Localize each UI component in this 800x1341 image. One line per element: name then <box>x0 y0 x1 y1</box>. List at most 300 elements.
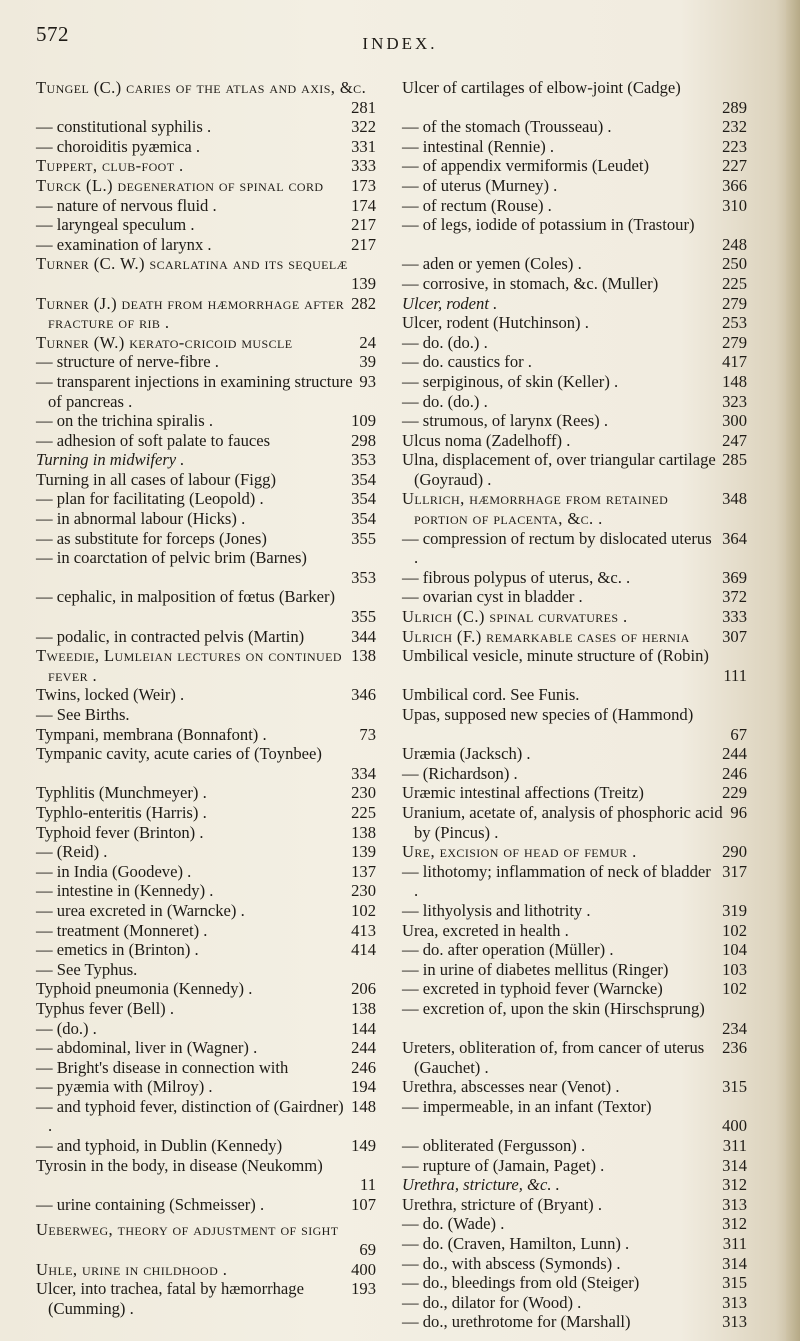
index-entry-page: 279 <box>722 293 747 313</box>
index-entry <box>402 960 747 980</box>
index-entry <box>36 685 376 705</box>
index-entry-text: — in coarctation of pelvic brim (Barnes) <box>36 548 307 568</box>
index-entry-page: 138 <box>351 998 376 1018</box>
index-entry-text: Ulrich (C.) spinal curvatures . <box>402 607 628 627</box>
index-entry-page: 319 <box>722 900 747 920</box>
index-entry-text: Uranium, acetate of, analysis of phosphoric acid by (Pincus) . <box>402 802 723 842</box>
index-entry-page: 366 <box>722 175 747 195</box>
index-entry-page: 69 <box>359 1240 376 1260</box>
index-entry-text: — and typhoid, in Dublin (Kennedy) <box>36 1136 283 1156</box>
index-entry <box>402 783 747 803</box>
index-entry-text: — See Births. <box>36 705 130 724</box>
index-entry-page: 354 <box>351 489 376 509</box>
index-entry-page: 400 <box>351 1259 376 1279</box>
index-entry-text: — do. (do.) . <box>402 332 488 352</box>
index-entry <box>36 999 376 1019</box>
index-entry-text: Typhlitis (Munchmeyer) . <box>36 783 207 803</box>
index-entry <box>402 450 747 489</box>
index-entry-page: 312 <box>722 1214 747 1234</box>
index-entry <box>36 979 376 999</box>
index-entry <box>402 254 747 274</box>
index-entry <box>36 411 376 431</box>
index-entry <box>36 1260 376 1280</box>
index-entry-text: Ulcer of cartilages of elbow-joint (Cadge) <box>402 78 681 97</box>
index-entry-text: Uhle, urine in childhood . <box>36 1259 228 1279</box>
index-entry <box>36 1279 376 1318</box>
index-entry <box>402 1077 747 1097</box>
index-entry-text: Typhus fever (Bell) . <box>36 998 174 1018</box>
index-entry <box>36 921 376 941</box>
index-entry-page: 149 <box>351 1136 376 1156</box>
index-entry-text: — of uterus (Murney) . <box>402 175 558 195</box>
index-entry <box>402 392 747 412</box>
index-entry-page: 102 <box>722 920 747 940</box>
index-entry-page: 225 <box>351 802 376 822</box>
index-entry-text: Urea, excreted in health . <box>402 920 569 940</box>
index-entry-page: 246 <box>722 763 747 783</box>
index-entry-text: Turck (L.) degeneration of spinal cord <box>36 175 324 195</box>
index-entry-page: 236 <box>722 1038 747 1058</box>
index-entry-text: Ure, excision of head of femur . <box>402 842 637 862</box>
index-entry <box>36 587 376 626</box>
index-entry-page: 103 <box>722 959 747 979</box>
index-column-left <box>36 78 376 1318</box>
index-entry <box>402 1136 747 1156</box>
index-entry <box>36 215 376 235</box>
index-entry <box>402 587 747 607</box>
index-entry-text: — do., with abscess (Symonds) . <box>402 1253 621 1273</box>
index-entry-text: Uræmic intestinal affections (Treitz) <box>402 783 644 803</box>
index-entry-text: — fibrous polypus of uterus, &c. . <box>402 567 631 587</box>
index-entry <box>36 117 376 137</box>
index-entry-page: 137 <box>351 861 376 881</box>
index-entry-text: — rupture of (Jamain, Paget) . <box>402 1155 605 1175</box>
index-entry-text: — (do.) . <box>36 1018 97 1038</box>
index-entry-page: 307 <box>722 626 747 646</box>
index-entry-text: — structure of nerve-fibre . <box>36 352 219 372</box>
index-entry <box>402 607 747 627</box>
index-entry-page: 227 <box>722 156 747 176</box>
index-entry <box>36 862 376 882</box>
index-entry-text: — abdominal, liver in (Wagner) . <box>36 1038 258 1058</box>
index-entry-text: Tympani, membrana (Bonnafont) . <box>36 724 267 744</box>
index-entry-page: 312 <box>722 1175 747 1195</box>
index-entry <box>402 1038 747 1077</box>
index-entry <box>402 1097 747 1136</box>
index-entry-page: 39 <box>359 352 376 372</box>
index-entry-text: Turning in midwifery . <box>36 450 185 470</box>
index-entry <box>402 1175 747 1195</box>
page-number: 572 <box>36 22 69 46</box>
index-entry-text: — do. after operation (Müller) . <box>402 940 614 960</box>
index-entry <box>36 725 376 745</box>
index-entry-page: 104 <box>722 940 747 960</box>
index-entry-page: 24 <box>359 332 376 352</box>
index-entry <box>36 823 376 843</box>
index-entry <box>36 1058 376 1078</box>
index-entry-text: Ullrich, hæmorrhage from retained portion of placenta, &c. . <box>402 489 669 529</box>
index-entry <box>36 881 376 901</box>
index-entry <box>36 529 376 549</box>
index-entry-page: 230 <box>351 783 376 803</box>
index-entry <box>402 803 747 842</box>
index-entry-page: 317 <box>722 861 747 881</box>
index-entry-text: Uræmia (Jacksch) . <box>402 744 531 764</box>
index-entry-page: 223 <box>722 136 747 156</box>
page-edge <box>786 0 800 1341</box>
index-entry-page: 354 <box>351 509 376 529</box>
index-entry-page: 193 <box>351 1279 376 1299</box>
index-entry <box>36 1220 376 1259</box>
index-entry-text: — compression of rectum by dislocated uterus . <box>402 528 712 568</box>
index-entry-text: — do. (Wade) . <box>402 1214 505 1234</box>
index-entry-page: 346 <box>351 685 376 705</box>
index-entry-page: 139 <box>351 273 376 293</box>
index-entry-page: 138 <box>351 646 376 666</box>
index-entry <box>402 1234 747 1254</box>
index-entry-text: — in urine of diabetes mellitus (Ringer) <box>402 959 669 979</box>
index-entry <box>402 764 747 784</box>
index-entry-page: 281 <box>351 97 376 117</box>
index-entry <box>36 960 376 980</box>
index-entry <box>36 1019 376 1039</box>
index-entry-page: 67 <box>730 724 747 744</box>
index-entry-text: Tympanic cavity, acute caries of (Toynbee) <box>36 744 322 764</box>
index-entry-text: — do., dilator for (Wood) . <box>402 1292 582 1312</box>
index-entry <box>36 137 376 157</box>
index-column-right <box>402 78 747 1332</box>
index-entry-page: 322 <box>351 117 376 137</box>
index-entry <box>402 646 747 685</box>
index-entry <box>402 196 747 216</box>
index-entry <box>36 1077 376 1097</box>
index-entry-page: 314 <box>722 1253 747 1273</box>
index-entry-page: 206 <box>351 979 376 999</box>
index-entry-text: — on the trichina spiralis . <box>36 411 213 431</box>
index-entry-text: Tyrosin in the body, in disease (Neukomm) <box>36 1155 323 1175</box>
index-entry-text: — intestine in (Kennedy) . <box>36 881 214 901</box>
index-entry <box>402 568 747 588</box>
index-entry <box>402 352 747 372</box>
index-entry <box>36 352 376 372</box>
index-entry-text: — adhesion of soft palate to fauces <box>36 430 271 450</box>
index-entry-text: Typhoid fever (Brinton) . <box>36 822 204 842</box>
index-entry-page: 279 <box>722 332 747 352</box>
index-entry <box>402 862 747 901</box>
index-entry-text: — intestinal (Rennie) . <box>402 136 555 156</box>
index-entry-page: 344 <box>351 626 376 646</box>
index-entry-text: Typhlo-enteritis (Harris) . <box>36 802 207 822</box>
index-entry-text: — examination of larynx . <box>36 234 212 254</box>
index-entry-page: 174 <box>351 195 376 215</box>
index-entry <box>36 744 376 783</box>
index-entry <box>36 627 376 647</box>
index-entry <box>36 842 376 862</box>
index-entry-text: — See Typhus. <box>36 959 138 979</box>
index-entry-page: 400 <box>722 1116 747 1136</box>
index-entry <box>402 1293 747 1313</box>
index-entry-page: 107 <box>351 1194 376 1214</box>
index-entry <box>402 940 747 960</box>
index-entry-page: 11 <box>360 1175 376 1195</box>
index-entry-page: 315 <box>722 1077 747 1097</box>
index-entry-page: 289 <box>722 97 747 117</box>
index-entry-page: 372 <box>722 587 747 607</box>
index-entry-text: Ulcer, rodent (Hutchinson) . <box>402 313 589 333</box>
index-entry-text: — treatment (Monneret) . <box>36 920 208 940</box>
index-entry <box>402 685 747 705</box>
index-entry-text: — (Richardson) . <box>402 763 518 783</box>
index-entry-page: 250 <box>722 254 747 274</box>
index-entry <box>36 196 376 216</box>
index-entry <box>402 1273 747 1293</box>
index-entry-text: — podalic, in contracted pelvis (Martin) <box>36 626 305 646</box>
index-entry <box>36 646 376 685</box>
index-entry <box>36 176 376 196</box>
index-entry-page: 355 <box>351 528 376 548</box>
index-entry <box>402 294 747 314</box>
index-entry-page: 300 <box>722 411 747 431</box>
index-entry-text: — as substitute for forceps (Jones) <box>36 528 267 548</box>
index-entry-page: 234 <box>722 1018 747 1038</box>
index-entry-page: 298 <box>351 430 376 450</box>
index-entry-page: 102 <box>722 979 747 999</box>
index-entry-text: — choroiditis pyæmica . <box>36 136 201 156</box>
index-entry <box>36 803 376 823</box>
index-entry-text: Urethra, stricture of (Bryant) . <box>402 1194 602 1214</box>
index-entry-page: 144 <box>351 1018 376 1038</box>
index-entry <box>402 372 747 392</box>
index-entry-page: 333 <box>351 156 376 176</box>
index-entry <box>36 1156 376 1195</box>
index-entry-text: Ureters, obliteration of, from cancer of uterus (Gauchet) . <box>402 1038 705 1077</box>
index-entry <box>402 1156 747 1176</box>
index-entry-page: 148 <box>351 1096 376 1116</box>
index-entry-text: Tweedie, Lumleian lectures on continued fever . <box>36 646 342 685</box>
index-entry-text: Umbilical cord. See Funis. <box>402 685 580 705</box>
index-entry-page: 331 <box>351 136 376 156</box>
index-entry-text: — of rectum (Rouse) . <box>402 195 552 215</box>
index-entry-page: 93 <box>359 371 376 391</box>
index-entry-text: — ovarian cyst in bladder . <box>402 587 583 607</box>
index-entry <box>402 1214 747 1234</box>
index-entry-text: — corrosive, in stomach, &c. (Muller) <box>402 273 659 293</box>
index-entry-text: — of appendix vermiformis (Leudet) <box>402 156 649 176</box>
index-entry-text: Ulcus noma (Zadelhoff) . <box>402 430 571 450</box>
index-entry <box>402 78 747 117</box>
index-entry-page: 232 <box>722 117 747 137</box>
index-entry-text: — and typhoid fever, distinction of (Gairdner) . <box>36 1096 344 1136</box>
index-entry-text: — do. (do.) . <box>402 391 488 411</box>
index-entry <box>36 509 376 529</box>
index-entry-text: Ueberweg, theory of adjustment of sight <box>36 1220 339 1240</box>
index-entry-page: 102 <box>351 900 376 920</box>
index-entry-page: 310 <box>722 195 747 215</box>
index-entry <box>36 705 376 725</box>
index-entry-text: — urea excreted in (Warncke) . <box>36 900 245 920</box>
index-entry-text: — plan for facilitating (Leopold) . <box>36 489 264 509</box>
index-entry-page: 244 <box>722 744 747 764</box>
index-entry-page: 355 <box>351 607 376 627</box>
index-entry-text: Turner (W.) kerato-cricoid muscle <box>36 332 293 352</box>
index-entry-page: 333 <box>722 607 747 627</box>
index-entry-text: Turner (C. W.) scarlatina and its sequelæ <box>36 254 348 274</box>
index-entry-page: 353 <box>351 450 376 470</box>
index-entry <box>36 78 376 117</box>
index-entry-text: — excretion of, upon the skin (Hirschsprung) <box>402 998 705 1018</box>
page-header <box>0 18 800 58</box>
index-entry-page: 369 <box>722 567 747 587</box>
index-entry <box>36 333 376 353</box>
index-entry-page: 364 <box>722 528 747 548</box>
index-entry-page: 248 <box>722 234 747 254</box>
index-entry <box>36 470 376 490</box>
index-entry <box>402 489 747 528</box>
running-head: INDEX. <box>362 34 438 53</box>
index-entry-page: 247 <box>722 430 747 450</box>
index-entry-page: 111 <box>723 665 747 685</box>
index-entry-text: Turning in all cases of labour (Figg) <box>36 469 276 489</box>
index-entry-text: Turner (J.) death from hæmorrhage after fracture of rib . <box>36 293 345 333</box>
index-entry <box>36 294 376 333</box>
index-entry-text: — serpiginous, of skin (Keller) . <box>402 371 619 391</box>
index-entry <box>402 431 747 451</box>
index-entry-page: 414 <box>351 940 376 960</box>
index-entry-text: Typhoid pneumonia (Kennedy) . <box>36 979 253 999</box>
index-entry <box>402 999 747 1038</box>
index-entry-page: 311 <box>722 1136 747 1156</box>
index-entry-page: 96 <box>730 802 747 822</box>
index-entry-text: — (Reid) . <box>36 842 108 862</box>
index-entry-text: — of the stomach (Trousseau) . <box>402 117 612 137</box>
index-entry-page: 139 <box>351 842 376 862</box>
index-entry <box>36 1136 376 1156</box>
index-entry <box>36 450 376 470</box>
index-entry-page: 313 <box>722 1292 747 1312</box>
index-entry-page: 354 <box>351 469 376 489</box>
index-entry-text: Ulcer, rodent . <box>402 293 498 313</box>
index-entry-page: 229 <box>722 783 747 803</box>
index-entry <box>36 489 376 509</box>
index-entry <box>36 254 376 293</box>
index-entry-text: — lithyolysis and lithotrity . <box>402 900 591 920</box>
index-entry-text: — constitutional syphilis . <box>36 117 212 137</box>
index-entry-page: 313 <box>722 1312 747 1332</box>
index-entry-text: — emetics in (Brinton) . <box>36 940 199 960</box>
index-entry-page: 348 <box>722 489 747 509</box>
index-entry <box>402 921 747 941</box>
index-entry-text: — strumous, of larynx (Rees) . <box>402 411 609 431</box>
index-entry-page: 311 <box>722 1234 747 1254</box>
index-entry-text: — excreted in typhoid fever (Warncke) <box>402 979 663 999</box>
index-entry-text: — cephalic, in malposition of fœtus (Barker) <box>36 587 336 607</box>
index-entry <box>402 627 747 647</box>
index-entry <box>36 1097 376 1136</box>
index-entry-page: 148 <box>722 371 747 391</box>
index-entry-text: Ulcer, into trachea, fatal by hæmorrhage (Cumming) . <box>36 1279 304 1318</box>
index-entry <box>402 1195 747 1215</box>
index-entry-page: 314 <box>722 1155 747 1175</box>
index-entry-text: — do., bleedings from old (Steiger) <box>402 1273 640 1293</box>
index-entry-text: — of legs, iodide of potassium in (Trastour) <box>402 215 695 235</box>
index-entry-page: 73 <box>359 724 376 744</box>
index-entry-page: 173 <box>351 175 376 195</box>
index-entry-page: 313 <box>722 1194 747 1214</box>
index-entry <box>36 940 376 960</box>
index-entry-text: Upas, supposed new species of (Hammond) <box>402 705 694 724</box>
index-entry <box>402 744 747 764</box>
index-entry <box>36 783 376 803</box>
index-entry-text: Umbilical vesicle, minute structure of (Robin) <box>402 646 709 666</box>
index-entry-text: Ulrich (F.) remarkable cases of hernia <box>402 626 690 646</box>
index-entry <box>402 842 747 862</box>
index-entry-text: — do. (Craven, Hamilton, Lunn) . <box>402 1234 630 1254</box>
index-entry <box>402 137 747 157</box>
index-entry <box>402 156 747 176</box>
index-entry-page: 230 <box>351 881 376 901</box>
index-entry-page: 282 <box>351 293 376 313</box>
index-entry-text: Twins, locked (Weir) . <box>36 685 185 705</box>
index-entry-text: — aden or yemen (Coles) . <box>402 254 582 274</box>
index-entry <box>402 1254 747 1274</box>
index-entry-text: Urethra, abscesses near (Venot) . <box>402 1077 620 1097</box>
index-entry-page: 417 <box>722 352 747 372</box>
index-entry <box>36 431 376 451</box>
index-entry <box>36 901 376 921</box>
index-entry <box>36 372 376 411</box>
index-entry-page: 253 <box>722 313 747 333</box>
index-entry-text: — nature of nervous fluid . <box>36 195 217 215</box>
index-entry-text: Tuppert, club-foot . <box>36 156 184 176</box>
index-entry-text: — do. caustics for . <box>402 352 532 372</box>
index-entry-page: 334 <box>351 763 376 783</box>
index-entry-page: 290 <box>722 842 747 862</box>
index-entry-text: — lithotomy; inflammation of neck of bladder . <box>402 861 711 901</box>
index-entry-text: — transparent injections in examining structure of pancreas . <box>36 371 353 411</box>
index-entry <box>36 156 376 176</box>
index-entry-text: — Bright's disease in connection with <box>36 1057 289 1077</box>
index-entry <box>402 176 747 196</box>
index-entry-page: 217 <box>351 234 376 254</box>
index-entry-text: Urethra, stricture, &c. . <box>402 1175 560 1195</box>
index-entry-page: 109 <box>351 411 376 431</box>
index-entry <box>402 333 747 353</box>
index-entry <box>402 901 747 921</box>
index-entry <box>36 1195 376 1215</box>
index-entry-text: — obliterated (Fergusson) . <box>402 1136 586 1156</box>
index-entry <box>402 274 747 294</box>
index-entry <box>402 529 747 568</box>
index-entry <box>402 215 747 254</box>
index-entry-page: 217 <box>351 215 376 235</box>
index-entry-text: — pyæmia with (Milroy) . <box>36 1077 213 1097</box>
index-entry-page: 194 <box>351 1077 376 1097</box>
index-entry-page: 285 <box>722 450 747 470</box>
index-entry <box>36 1038 376 1058</box>
index-entry <box>36 235 376 255</box>
index-entry-page: 413 <box>351 920 376 940</box>
index-entry-page: 244 <box>351 1038 376 1058</box>
index-entry <box>36 548 376 587</box>
index-entry-text: Ulna, displacement of, over triangular cartilage (Goyraud) . <box>402 450 716 489</box>
index-entry <box>402 117 747 137</box>
index-entry <box>402 705 747 744</box>
index-entry-text: — do., urethrotome for (Marshall) <box>402 1312 631 1332</box>
index-entry-text: — in India (Goodeve) . <box>36 861 192 881</box>
index-entry-page: 225 <box>722 273 747 293</box>
index-entry-text: — laryngeal speculum . <box>36 215 195 235</box>
index-entry-text: Tungel (C.) caries of the atlas and axis, &c. <box>36 78 367 97</box>
